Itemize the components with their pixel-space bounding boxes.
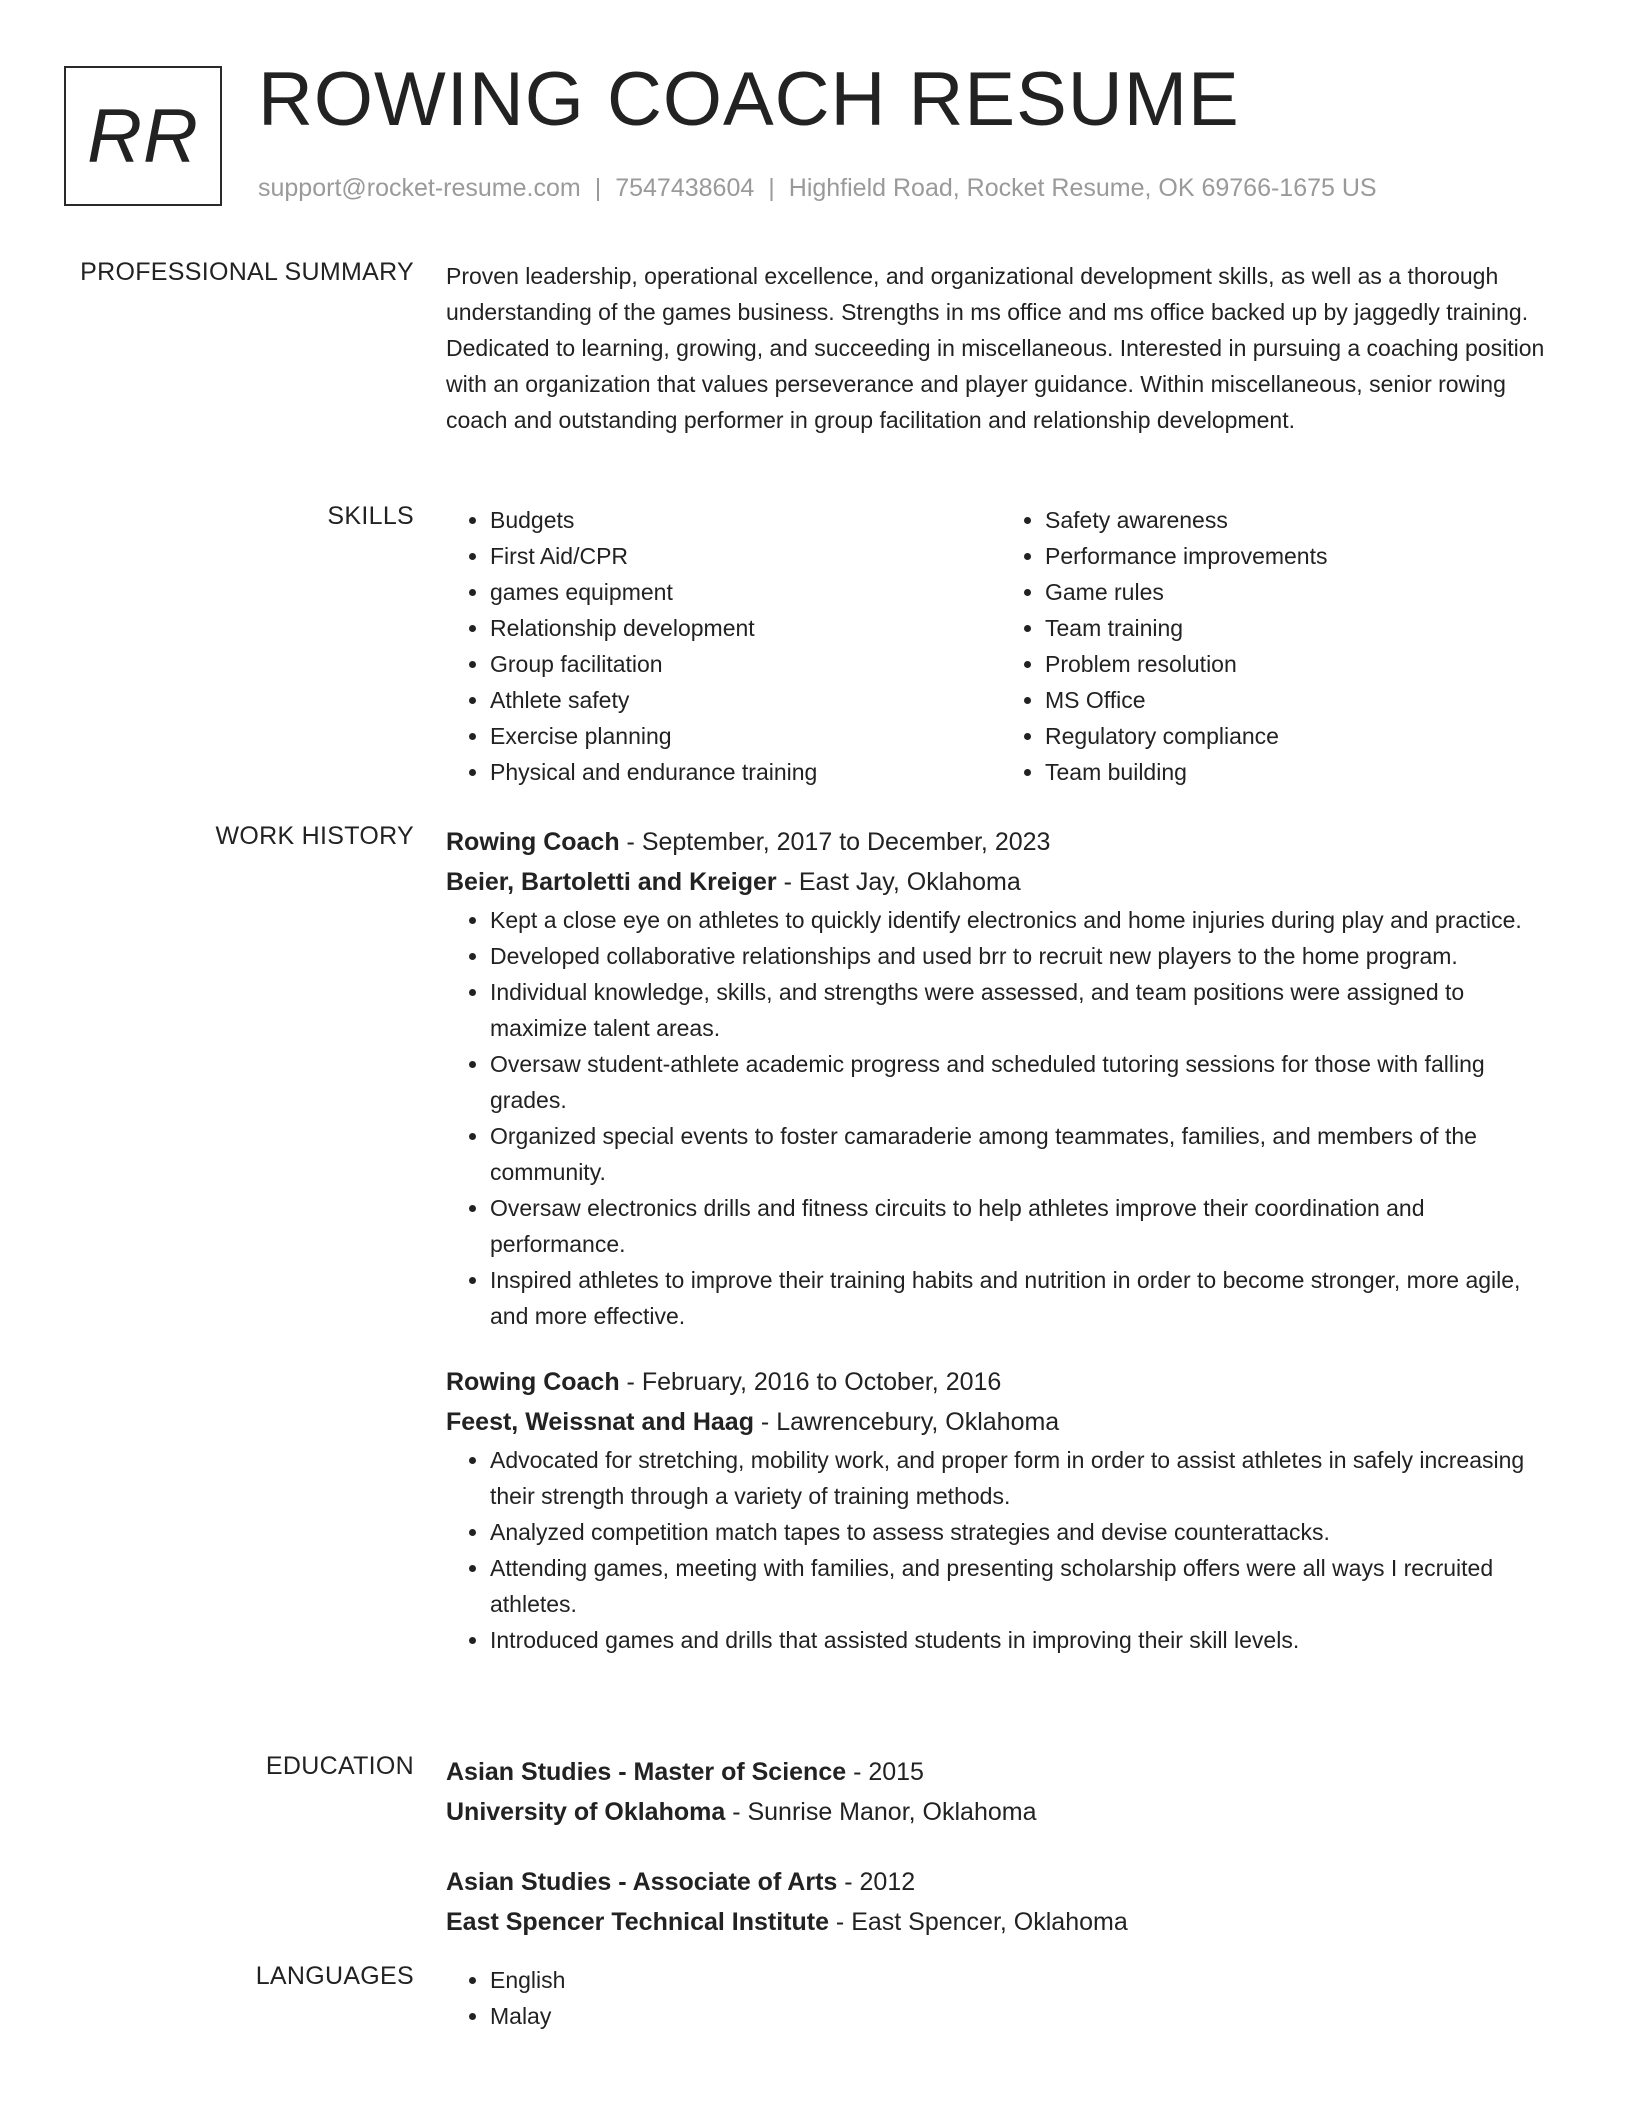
skill-item: • Exercise planning — [490, 718, 1001, 754]
contact-separator: | — [768, 174, 775, 202]
skills-body — [446, 502, 1556, 790]
job-company: Feest, Weissnat and Haag — [446, 1408, 754, 1436]
job-dates: - February, 2016 to October, 2016 — [619, 1368, 1002, 1396]
section-label-education: EDUCATION — [265, 1752, 414, 1780]
job-company-line — [446, 862, 1556, 902]
skill-item: • Relationship development — [490, 610, 1001, 646]
job-bullet: • Inspired athletes to improve their training habits and nutrition in order to become stronger, more agile, and more effective. — [490, 1262, 1556, 1334]
skill-item: • Problem resolution — [1045, 646, 1556, 682]
education-school: East Spencer Technical Institute — [446, 1908, 829, 1936]
contact-address: Highfield Road, Rocket Resume, OK 69766-1675 US — [788, 174, 1377, 202]
job-bullet: • Advocated for stretching, mobility work, and proper form in order to assist athletes in safely increasing their strength through a variety of training methods. — [490, 1442, 1556, 1514]
job-dates: - September, 2017 to December, 2023 — [619, 828, 1051, 856]
skill-item: • First Aid/CPR — [490, 538, 1001, 574]
contact-email[interactable]: support@rocket-resume.com — [258, 174, 581, 202]
job-title: Rowing Coach — [446, 828, 620, 856]
education-entry — [446, 1752, 1556, 1832]
education-location: - Sunrise Manor, Oklahoma — [725, 1798, 1037, 1826]
skills-list-left — [446, 502, 1001, 790]
section-label-work: WORK HISTORY — [215, 822, 414, 850]
skill-item: • Group facilitation — [490, 646, 1001, 682]
education-school-line — [446, 1792, 1556, 1832]
education-year: - 2012 — [837, 1868, 916, 1896]
languages-list — [446, 1962, 1556, 2034]
skill-item: • Team building — [1045, 754, 1556, 790]
job-title-line — [446, 822, 1556, 862]
education-degree-line — [446, 1752, 1556, 1792]
monogram-logo: RR — [64, 66, 222, 206]
skill-item: • Physical and endurance training — [490, 754, 1001, 790]
job-bullets — [446, 902, 1556, 1334]
job-location: - East Jay, Oklahoma — [776, 868, 1021, 896]
page-title: ROWING COACH RESUME — [258, 57, 1240, 142]
job-entry — [446, 822, 1556, 1334]
languages-body — [446, 1962, 1556, 2034]
summary-text: Proven leadership, operational excellence, and organizational development skills, as well as a thorough understanding of the games business. Strengths in ms office and ms office backed up by jaggedly training. Dedicated to learning, growing, and succeeding in miscellaneous. Interested in pursuing a coaching position with an organization that values perseverance and player guidance. Within miscellaneous, senior rowing coach and outstanding performer in group facilitation and relationship development. — [446, 263, 1545, 433]
skill-item: • Regulatory compliance — [1045, 718, 1556, 754]
job-bullet: • Developed collaborative relationships and used brr to recruit new players to the home program. — [490, 938, 1556, 974]
education-degree-line — [446, 1862, 1556, 1902]
education-year: - 2015 — [846, 1758, 924, 1786]
education-school-line — [446, 1902, 1556, 1942]
job-bullet: • Introduced games and drills that assisted students in improving their skill levels. — [490, 1622, 1556, 1658]
work-body — [446, 822, 1556, 1658]
education-degree: Asian Studies - Master of Science — [446, 1758, 847, 1786]
education-body — [446, 1752, 1556, 1942]
job-bullet: • Individual knowledge, skills, and strengths were assessed, and team positions were assigned to maximize talent areas. — [490, 974, 1556, 1046]
language-item: • English — [490, 1962, 1556, 1998]
job-bullet: • Analyzed competition match tapes to assess strategies and devise counterattacks. — [490, 1514, 1556, 1550]
skill-item: • MS Office — [1045, 682, 1556, 718]
contact-separator: | — [594, 174, 602, 202]
job-bullet: • Organized special events to foster camaraderie among teammates, families, and members of the community. — [490, 1118, 1556, 1190]
skill-item: • Athlete safety — [490, 682, 1001, 718]
language-item: • Malay — [490, 1998, 1556, 2034]
job-company: Beier, Bartoletti and Kreiger — [446, 868, 777, 896]
job-bullet: • Attending games, meeting with families, and presenting scholarship offers were all ways I recruited athletes. — [490, 1550, 1556, 1622]
education-entry — [446, 1862, 1556, 1942]
job-company-line — [446, 1402, 1556, 1442]
education-degree: Asian Studies - Associate of Arts — [446, 1868, 838, 1896]
skill-item: • games equipment — [490, 574, 1001, 610]
skills-list-right — [1001, 502, 1556, 790]
skill-item: • Safety awareness — [1045, 502, 1556, 538]
section-label-languages: LANGUAGES — [255, 1962, 414, 1990]
education-school: University of Oklahoma — [446, 1798, 726, 1826]
skill-item: • Performance improvements — [1045, 538, 1556, 574]
summary-body — [446, 258, 1556, 438]
job-bullet: • Oversaw student-athlete academic progress and scheduled tutoring sessions for those with falling grades. — [490, 1046, 1556, 1118]
job-location: - Lawrencebury, Oklahoma — [753, 1408, 1060, 1436]
contact-phone[interactable]: 7547438604 — [615, 174, 755, 202]
contact-line — [258, 174, 1377, 203]
job-entry — [446, 1362, 1556, 1658]
section-label-summary: PROFESSIONAL SUMMARY — [80, 258, 414, 286]
job-title-line — [446, 1362, 1556, 1402]
skill-item: • Budgets — [490, 502, 1001, 538]
section-label-skills: SKILLS — [327, 502, 414, 530]
skill-item: • Team training — [1045, 610, 1556, 646]
job-bullet: • Kept a close eye on athletes to quickly identify electronics and home injuries during play and practice. — [490, 902, 1556, 938]
education-location: - East Spencer, Oklahoma — [828, 1908, 1128, 1936]
job-title: Rowing Coach — [446, 1368, 620, 1396]
job-bullet: • Oversaw electronics drills and fitness circuits to help athletes improve their coordination and performance. — [490, 1190, 1556, 1262]
skill-item: • Game rules — [1045, 574, 1556, 610]
job-bullets — [446, 1442, 1556, 1658]
